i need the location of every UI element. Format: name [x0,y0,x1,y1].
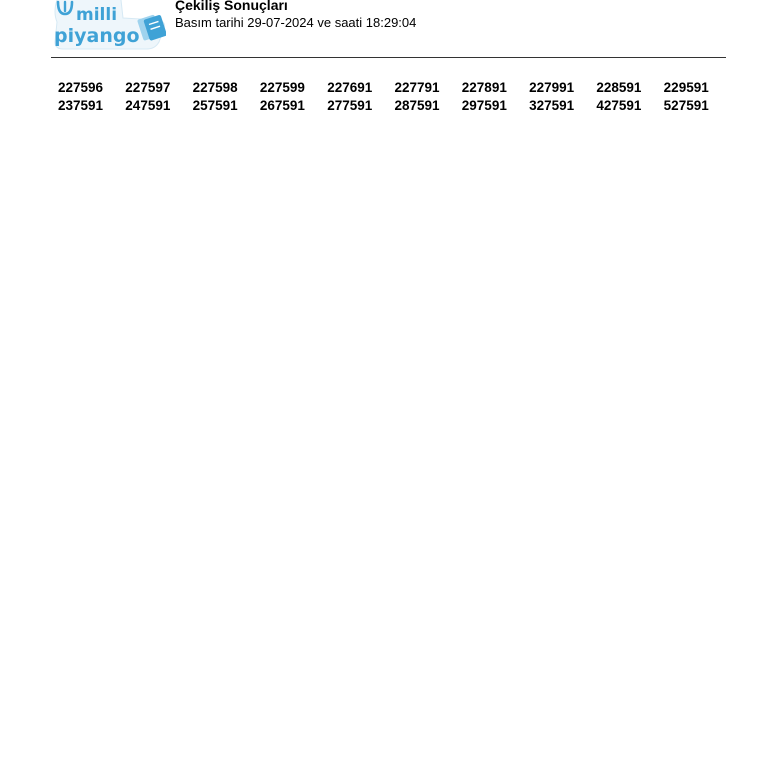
results-grid [58,79,731,115]
header-divider [51,57,726,58]
winning-number: 228591 [596,80,642,95]
logo-text-milli: milli [76,5,118,25]
winning-number: 267591 [259,98,305,113]
winning-number: 427591 [596,98,642,113]
winning-number: 257591 [192,98,238,113]
winning-number: 227991 [529,80,575,95]
milli-piyango-logo [51,0,166,52]
winning-number: 227791 [394,80,440,95]
winning-number: 247591 [125,98,171,113]
page-title: Çekiliş Sonuçları [175,0,288,13]
winning-number: 297591 [461,98,507,113]
winning-number: 327591 [529,98,575,113]
winning-number: 277591 [327,98,373,113]
winning-number: 229591 [663,80,709,95]
winning-number: 227891 [461,80,507,95]
winning-number: 227596 [58,80,104,95]
winning-number: 287591 [394,98,440,113]
winning-number: 227691 [327,80,373,95]
winning-number: 227597 [125,80,171,95]
print-date: Basım tarihi 29-07-2024 ve saati 18:29:04 [175,15,417,30]
logo-text-piyango: piyango [54,25,140,47]
winning-number: 227598 [192,80,238,95]
winning-number: 527591 [663,98,709,113]
winning-number: 237591 [58,98,104,113]
winning-number: 227599 [259,80,305,95]
logo-graphic [51,0,166,52]
